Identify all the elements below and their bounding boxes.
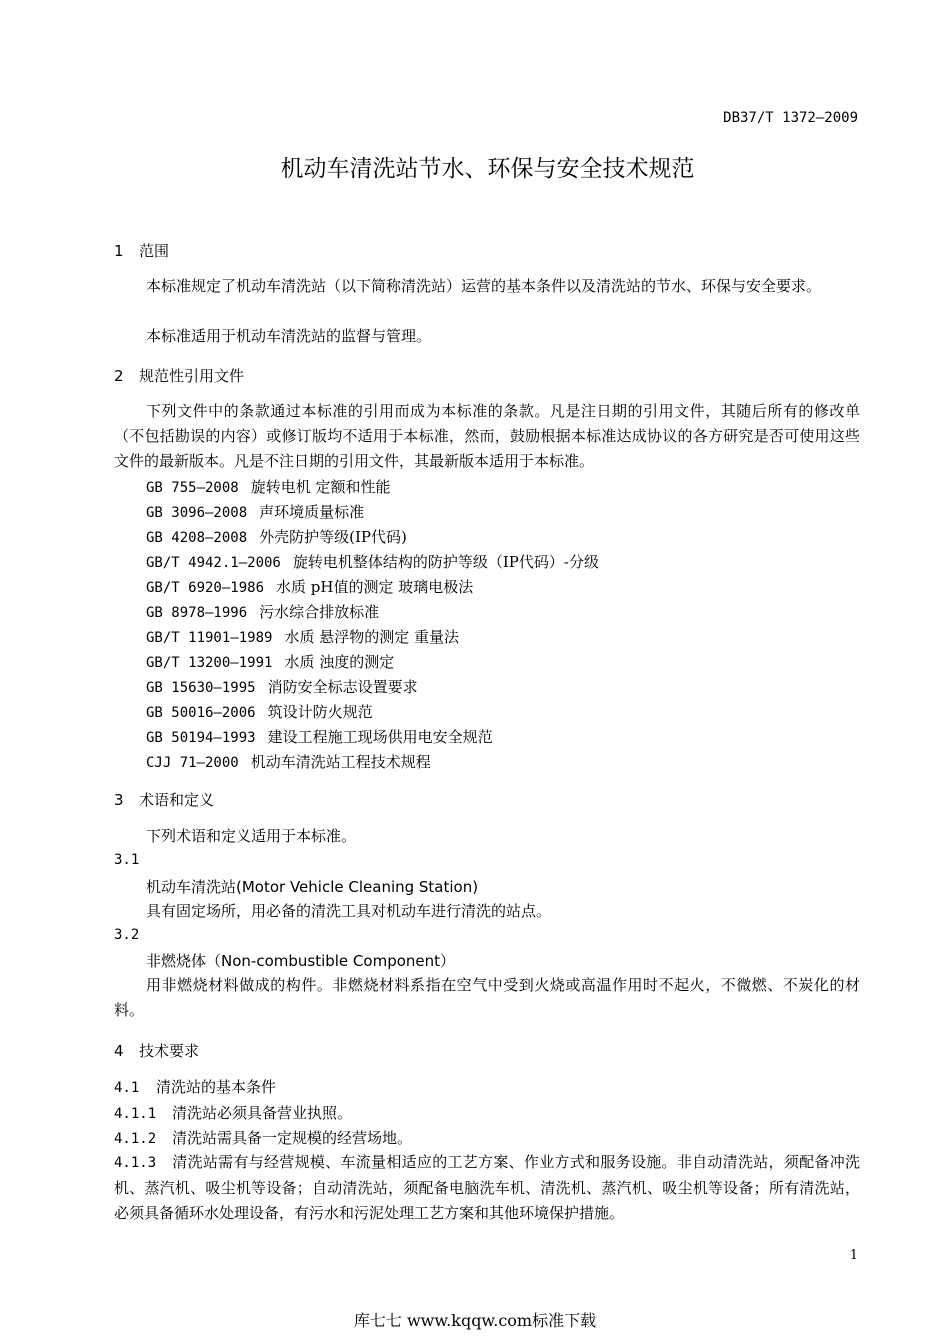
page-number: 1	[849, 1248, 858, 1263]
reference-title: 污水综合排放标准	[259, 603, 380, 621]
section-1-heading	[114, 240, 169, 261]
reference-item	[146, 650, 394, 676]
section-3-heading	[114, 789, 214, 810]
clause-text: 清洗站必须具备营业执照。	[172, 1104, 353, 1122]
reference-code: GB/T 11901—1989	[146, 630, 273, 646]
subsection-4-1-heading	[114, 1076, 276, 1097]
section-title: 技术要求	[139, 1042, 200, 1060]
reference-code: GB 755—2008	[146, 480, 239, 496]
reference-title: 建设工程施工现场供用电安全规范	[267, 728, 493, 746]
section-1-paragraph-1: 本标准规定了机动车清洗站（以下简称清洗站）运营的基本条件以及清洗站的节水、环保与安全要求。	[146, 277, 822, 295]
reference-item	[146, 475, 391, 501]
reference-title: 消防安全标志设置要求	[267, 678, 418, 696]
reference-item	[146, 725, 493, 751]
subsection-title: 清洗站的基本条件	[156, 1078, 277, 1096]
standard-code: DB37/T 1372—2009	[723, 110, 858, 126]
section-number: 2	[114, 367, 124, 385]
clause-4-1-1	[114, 1101, 352, 1127]
footer-watermark: 库七七 www.kqqw.com标准下载	[353, 1311, 597, 1330]
term-name: 非燃烧体（Non-combustible Component）	[146, 952, 456, 970]
document-title: 机动车清洗站节水、环保与安全技术规范	[280, 156, 695, 182]
reference-title: 机动车清洗站工程技术规程	[250, 753, 431, 771]
clause-text: 清洗站需具备一定规模的经营场地。	[172, 1129, 413, 1147]
reference-title: 水质 浊度的测定	[284, 653, 395, 671]
section-4-heading	[114, 1040, 199, 1061]
reference-title: 外壳防护等级(IP代码)	[259, 528, 407, 546]
reference-code: GB 15630—1995	[146, 680, 256, 696]
reference-title: 筑设计防火规范	[267, 703, 373, 721]
section-title: 规范性引用文件	[139, 367, 245, 385]
reference-title: 水质 悬浮物的测定 重量法	[284, 628, 459, 646]
reference-item	[146, 750, 431, 776]
reference-item	[146, 600, 379, 626]
reference-item	[146, 575, 473, 601]
reference-code: GB/T 6920—1986	[146, 580, 265, 596]
clause-number: 4.1.3	[114, 1155, 157, 1171]
section-1-paragraph-2: 本标准适用于机动车清洗站的监督与管理。	[146, 327, 432, 345]
reference-title: 声环境质量标准	[259, 503, 365, 521]
reference-code: GB 8978—1996	[146, 605, 248, 621]
clause-number: 4.1.2	[114, 1131, 157, 1147]
reference-code: GB 3096—2008	[146, 505, 248, 521]
section-title: 术语和定义	[139, 791, 215, 809]
term-number: 3.1	[114, 852, 140, 868]
clause-text: 清洗站需有与经营规模、车流量相适应的工艺方案、作业方式和服务设施。非自动清洗站，须配备冲洗机、蒸汽机、吸尘机等设备；自动清洗站，须配备电脑洗车机、清洗机、蒸汽机、吸尘机等设备；所有清洗站，必须具备循环水处理设备，有污水和污泥处理工艺方案和其他环境保护措施。	[114, 1153, 860, 1222]
section-2-heading	[114, 365, 244, 386]
reference-title: 水质 pH值的测定 玻璃电极法	[276, 578, 474, 596]
term-name: 机动车清洗站(Motor Vehicle Cleaning Station)	[146, 878, 479, 896]
reference-code: GB/T 4942.1—2006	[146, 555, 281, 571]
reference-title: 旋转电机 定额和性能	[250, 478, 391, 496]
reference-code: GB/T 13200—1991	[146, 655, 273, 671]
term-definition: 具有固定场所，用必备的清洗工具对机动车进行清洗的站点。	[146, 902, 552, 920]
reference-title: 旋转电机整体结构的防护等级（IP代码）-分级	[292, 553, 599, 571]
section-number: 3	[114, 791, 124, 809]
reference-code: GB 50194—1993	[146, 730, 256, 746]
reference-item	[146, 525, 407, 551]
section-title: 范围	[139, 242, 170, 260]
reference-item	[146, 500, 364, 526]
reference-item	[146, 675, 418, 701]
section-number: 1	[114, 242, 124, 260]
reference-code: GB 4208—2008	[146, 530, 248, 546]
section-2-paragraph-1: 下列文件中的条款通过本标准的引用而成为本标准的条款。凡是注日期的引用文件，其随后所有的修改单（不包括勘误的内容）或修订版均不适用于本标准，然而，鼓励根据本标准达成协议的各方研究是否可使用这些文件的最新版本。凡是不注日期的引用文件，其最新版本适用于本标准。	[114, 402, 860, 470]
reference-item	[146, 700, 373, 726]
reference-code: GB 50016—2006	[146, 705, 256, 721]
reference-code: CJJ 71—2000	[146, 755, 239, 771]
term-definition: 用非燃烧材料做成的构件。非燃烧材料系指在空气中受到火烧或高温作用时不起火，不微燃、不炭化的材料。	[114, 976, 860, 1019]
clause-number: 4.1.1	[114, 1106, 157, 1122]
clause-4-1-2	[114, 1126, 412, 1152]
section-number: 4	[114, 1042, 124, 1060]
reference-item	[146, 625, 459, 651]
clause-4-1-3	[114, 1150, 860, 1226]
term-number: 3.2	[114, 927, 140, 943]
section-3-paragraph-1: 下列术语和定义适用于本标准。	[146, 827, 357, 845]
reference-item	[146, 550, 599, 576]
subsection-number: 4.1	[114, 1080, 140, 1096]
